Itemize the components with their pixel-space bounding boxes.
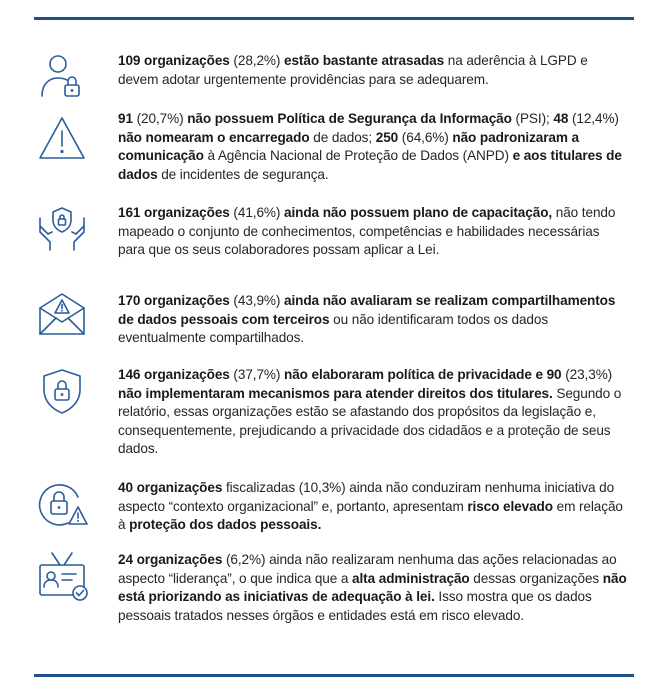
top-divider bbox=[34, 17, 634, 20]
finding-text: 109 organizações (28,2%) estão bastante atrasadas na aderência à LGPD e devem adotar urgentemente providências para se adequarem. bbox=[118, 53, 588, 87]
finding-text: 161 organizações (41,6%) ainda não possuem plano de capacitação, não tendo mapeado o conjunto de conhecimentos, competências e habilidades necessárias para que os seus colaboradores possam aplicar a Lei. bbox=[118, 205, 616, 257]
user-lock-icon bbox=[34, 52, 94, 104]
warning-triangle-icon bbox=[34, 114, 94, 166]
envelope-warning-icon bbox=[34, 288, 94, 340]
finding-text: 170 organizações (43,9%) ainda não avaliaram se realizam compartilhamentos de dados pessoais com terceiros ou não identificaram todos os dados eventualmente compartilhados. bbox=[118, 293, 616, 345]
lock-warning-icon bbox=[34, 479, 94, 531]
finding-text: 24 organizações (6,2%) ainda não realizaram nenhuma das ações relacionadas ao aspecto “liderança”, o que indica que a alta administração dessas organizações não está priorizando as iniciativas de adequação à lei. Isso mostra que os dados pessoais tratados nesses órgãos e entidades está em risco elevado. bbox=[118, 552, 627, 623]
finding-text: 40 organizações fiscalizadas (10,3%) ainda não conduziram nenhuma iniciativa do aspecto “contexto organizacional” e, portanto, apresentam risco elevado em relação à proteção dos dados pessoais. bbox=[118, 480, 623, 532]
finding-text: 146 organizações (37,7%) não elaboraram política de privacidade e 90 (23,3%) não implementaram mecanismos para atender direitos dos titulares. Segundo o relatório, essas organizações estão se afastando dos propósitos da legislação e, consequentemente, prejudicando a privacidade dos cidadãos e a proteção de seus dados. bbox=[118, 367, 622, 456]
id-badge-check-icon bbox=[34, 551, 94, 603]
shield-lock-icon bbox=[34, 366, 94, 418]
finding-text: 91 (20,7%) não possuem Política de Segurança da Informação (PSI); 48 (12,4%) não nomearam o encarregado de dados; 250 (64,6%) não padronizaram a comunicação à Agência Nacional de Proteção de Dados (ANPD) e aos titulares de dados de incidentes de segurança. bbox=[118, 111, 622, 182]
hands-shield-icon bbox=[34, 204, 94, 256]
bottom-divider bbox=[34, 674, 634, 677]
